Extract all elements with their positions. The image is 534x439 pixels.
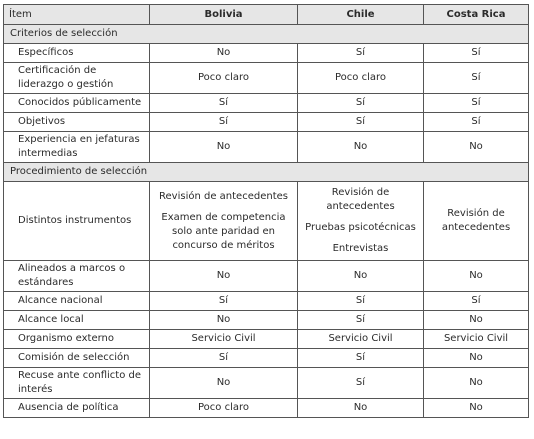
cell-value: [424, 44, 529, 63]
row-label: Certificación de liderazgo o gestión: [4, 63, 150, 94]
cell-line: No: [216, 377, 231, 388]
cell-line: Servicio Civil: [328, 333, 393, 344]
cell-value: [424, 63, 529, 94]
row-label: Experiencia en jefaturas intermedias: [4, 132, 150, 163]
cell-line: Sí: [218, 352, 229, 363]
cell-value: [150, 182, 298, 261]
cell-line: Sí: [471, 295, 481, 306]
section-row: [4, 163, 529, 182]
cell-line: No: [469, 141, 483, 152]
row-label: Comisión de selección: [4, 349, 150, 368]
header-row: [4, 5, 529, 25]
cell-line: Sí: [218, 97, 229, 108]
cell-value: [424, 311, 529, 330]
cell-line: Sí: [355, 352, 366, 363]
row-label: Alineados a marcos o estándares: [4, 261, 150, 292]
table-row: [4, 311, 529, 330]
cell-value: [424, 330, 529, 349]
cell-line: No: [353, 270, 368, 281]
header-item: Ítem: [4, 5, 150, 25]
table-row: [4, 261, 529, 292]
cell-line: Pruebas psicotécnicas: [305, 222, 416, 233]
table-row: [4, 44, 529, 63]
table-row: [4, 182, 529, 261]
cell-line: Sí: [471, 47, 481, 58]
cell-line: Entrevistas: [332, 243, 389, 254]
row-label: Específicos: [4, 44, 150, 63]
cell-line: No: [469, 314, 483, 325]
cell-value: [298, 399, 424, 418]
table-row: [4, 132, 529, 163]
cell-value: [424, 182, 529, 261]
cell-value: [424, 94, 529, 113]
cell-line: Sí: [355, 47, 366, 58]
row-label: Alcance nacional: [4, 292, 150, 311]
header-chile: Chile: [298, 5, 424, 25]
cell-line: Revisión de antecedentes: [159, 190, 288, 202]
header-costa-rica: Costa Rica: [424, 5, 529, 25]
cell-value: [424, 349, 529, 368]
cell-line: No: [216, 314, 231, 325]
cell-value: [298, 292, 424, 311]
cell-value: [298, 44, 424, 63]
cell-value: [150, 330, 298, 349]
cell-value: [424, 292, 529, 311]
cell-line: Sí: [471, 72, 481, 83]
row-label: Organismo externo: [4, 330, 150, 349]
cell-value: [150, 292, 298, 311]
cell-line: Servicio Civil: [443, 333, 509, 344]
cell-value: [298, 311, 424, 330]
cell-value: [150, 132, 298, 163]
table-row: [4, 368, 529, 399]
table-row: [4, 113, 529, 132]
row-label: Alcance local: [4, 311, 150, 330]
cell-value: [298, 182, 424, 261]
table-row: [4, 330, 529, 349]
cell-value: [424, 113, 529, 132]
row-label: Distintos instrumentos: [4, 182, 150, 261]
cell-line: Sí: [355, 116, 366, 127]
cell-line: Sí: [471, 97, 481, 108]
cell-value: [150, 311, 298, 330]
cell-value: [150, 94, 298, 113]
cell-line: Sí: [355, 295, 366, 306]
cell-line: No: [353, 141, 368, 152]
table-body: [4, 25, 529, 418]
cell-value: [298, 132, 424, 163]
row-label: Objetivos: [4, 113, 150, 132]
cell-line: Sí: [355, 314, 366, 325]
cell-value: [298, 330, 424, 349]
table-row: [4, 399, 529, 418]
row-label: Recuse ante conflicto de interés: [4, 368, 150, 399]
cell-value: [424, 132, 529, 163]
cell-line: No: [216, 270, 231, 281]
section-title: Procedimiento de selección: [4, 163, 529, 182]
row-label: Conocidos públicamente: [4, 94, 150, 113]
cell-value: [298, 368, 424, 399]
cell-line: No: [469, 402, 483, 413]
table-row: [4, 63, 529, 94]
section-title: Criterios de selección: [4, 25, 529, 44]
cell-value: [424, 261, 529, 292]
cell-line: Poco claro: [197, 72, 249, 83]
row-label: Ausencia de política: [4, 399, 150, 418]
cell-line: No: [216, 47, 231, 58]
cell-line: No: [216, 141, 231, 152]
cell-line: Examen de competencia solo ante paridad en concurso de méritos: [161, 211, 286, 251]
cell-value: [150, 113, 298, 132]
table-row: [4, 349, 529, 368]
cell-value: [150, 368, 298, 399]
cell-line: No: [469, 377, 483, 388]
cell-line: Poco claro: [197, 402, 249, 413]
cell-line: Revisión de antecedentes: [326, 187, 395, 212]
cell-line: Sí: [218, 295, 229, 306]
table-row: [4, 292, 529, 311]
header-bolivia: Bolivia: [150, 5, 298, 25]
comparison-table: [3, 4, 529, 418]
cell-line: Revisión de antecedentes: [441, 208, 511, 233]
cell-value: [150, 261, 298, 292]
cell-line: Sí: [218, 116, 229, 127]
cell-value: [424, 368, 529, 399]
cell-value: [298, 94, 424, 113]
cell-line: Sí: [471, 116, 481, 127]
table-row: [4, 94, 529, 113]
cell-line: No: [469, 352, 483, 363]
cell-value: [424, 399, 529, 418]
cell-value: [298, 63, 424, 94]
cell-value: [298, 349, 424, 368]
cell-value: [298, 113, 424, 132]
cell-value: [150, 44, 298, 63]
cell-value: [298, 261, 424, 292]
cell-line: Sí: [355, 97, 366, 108]
cell-line: Servicio Civil: [191, 333, 256, 344]
cell-line: No: [469, 270, 483, 281]
cell-line: Sí: [355, 377, 366, 388]
cell-line: No: [353, 402, 368, 413]
section-row: [4, 25, 529, 44]
cell-value: [150, 63, 298, 94]
cell-line: Poco claro: [334, 72, 386, 83]
cell-value: [150, 399, 298, 418]
cell-value: [150, 349, 298, 368]
